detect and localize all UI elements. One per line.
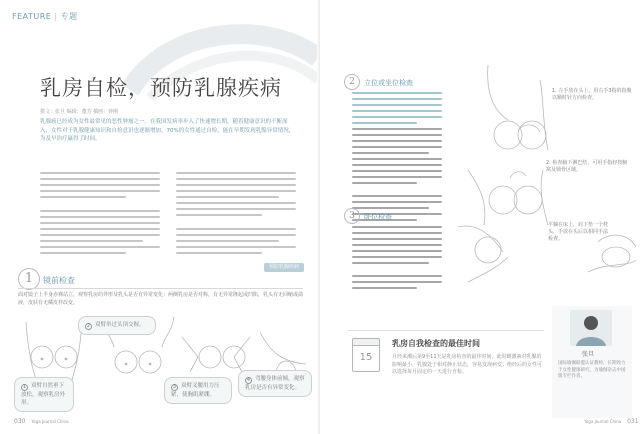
folio-right <box>584 419 639 425</box>
step-3-label: 双臂叉腰用力压紧，使胸肌紧绷。 <box>171 383 220 398</box>
step-4-caption <box>238 370 312 397</box>
section-divider <box>18 288 303 289</box>
section2-body-lines <box>352 128 442 225</box>
step-3-number: 3 <box>172 384 177 390</box>
best-time-text: 月经来潮后第9至11天是乳房检查的最佳时间，此时雌激素对乳腺的影响最小，乳腺处于相对静止状态，容易发现病变；绝经后的女性可以选择每月固定的一天进行自检。 <box>392 354 543 375</box>
lying-caption: 平躺在床上，肩下垫一个枕头，手放在头后以相同手法检查。 <box>548 222 609 242</box>
step-2-caption <box>78 316 156 335</box>
folio-publication-left: Yoga Journal China <box>31 419 69 424</box>
best-time-title: 乳房自我检查的最佳时间 <box>392 339 480 348</box>
section-header: FEATURE | 专题 <box>12 12 78 21</box>
body-column-left <box>40 172 160 258</box>
standing-caption-1: 1. 左手放在头上，用右手3指的指腹以顺时针方向检查。 <box>552 88 632 101</box>
header-section: 专题 <box>60 12 78 21</box>
folio-left <box>14 419 69 425</box>
expert-name: 张旦 <box>582 351 595 358</box>
step-1-caption <box>14 377 74 412</box>
calendar-icon <box>352 338 380 372</box>
expert-avatar <box>570 310 612 346</box>
step-4-label: 弯腰身体前倾，观察乳房是否有异常变化。 <box>245 376 305 391</box>
section3-body-lines <box>352 226 442 293</box>
intro-paragraph: 乳腺癌已经成为女性最常见的恶性肿瘤之一。在我国发病率步入了快速增长期，随着健康意识的不断深入，女性对于乳腺健康知识和自检意识也逐渐增加。70%的女性通过自检，能在早期发现乳腺异常情况，为及早治疗赢得了时间。 <box>40 119 295 142</box>
page-number-left: 030 <box>14 418 26 425</box>
standing-caption-2: 2. 检查腋下淋巴结，可用手指轻按腋窝及锁骨区域。 <box>546 160 628 173</box>
step-4-number: 4 <box>246 377 251 383</box>
step-2-label: 双臂举过头顶交握。 <box>95 322 145 328</box>
section-title-mirror-check: 镜前检查 <box>43 276 75 285</box>
header-label: FEATURE <box>12 12 52 21</box>
byline: 撰文：张旦 编辑：董芳 插画：钟刚 <box>40 109 119 115</box>
right-page <box>320 0 640 434</box>
section-number-1: 1 <box>18 268 40 290</box>
lying-check-illustrations <box>448 212 638 292</box>
box-divider <box>348 330 544 331</box>
expert-bio: 国际瑜伽联盟认证教师，长期致力于女性健康研究，为瑜伽杂志中国版专栏作者。 <box>558 361 626 379</box>
page-number-right: 031 <box>627 418 639 425</box>
folio-publication-right: Yoga Journal China <box>584 419 622 424</box>
step-1-label: 双臂自然垂下放松，观察乳房外形。 <box>21 383 66 406</box>
step-2-number: 2 <box>86 323 91 329</box>
page-title: 乳房自检，预防乳腺疾病 <box>40 76 282 100</box>
section1-text: 面对镜子上半身赤裸站立，观察乳房的外形及乳头是否有异常变化；两侧乳房是否对称，有无异常隆起或凹陷，乳头有无回缩或溢液，皮肤有无橘皮样改变。 <box>18 292 304 306</box>
step-3-caption <box>164 377 232 404</box>
calendar-day: 15 <box>359 352 373 363</box>
section2-intro-lines <box>352 92 442 128</box>
section-number-2: 2 <box>344 74 360 90</box>
step-1-number: 1 <box>22 384 27 390</box>
tag-badge: 预防乳腺疾病 <box>264 263 304 272</box>
standing-check-illustrations <box>448 60 638 230</box>
section-title-standing-check: 立位或坐位检查 <box>364 79 413 87</box>
body-column-right <box>176 172 296 258</box>
section-title-lying-check: 卧位检查 <box>364 213 392 221</box>
section-number-3: 3 <box>344 208 360 224</box>
